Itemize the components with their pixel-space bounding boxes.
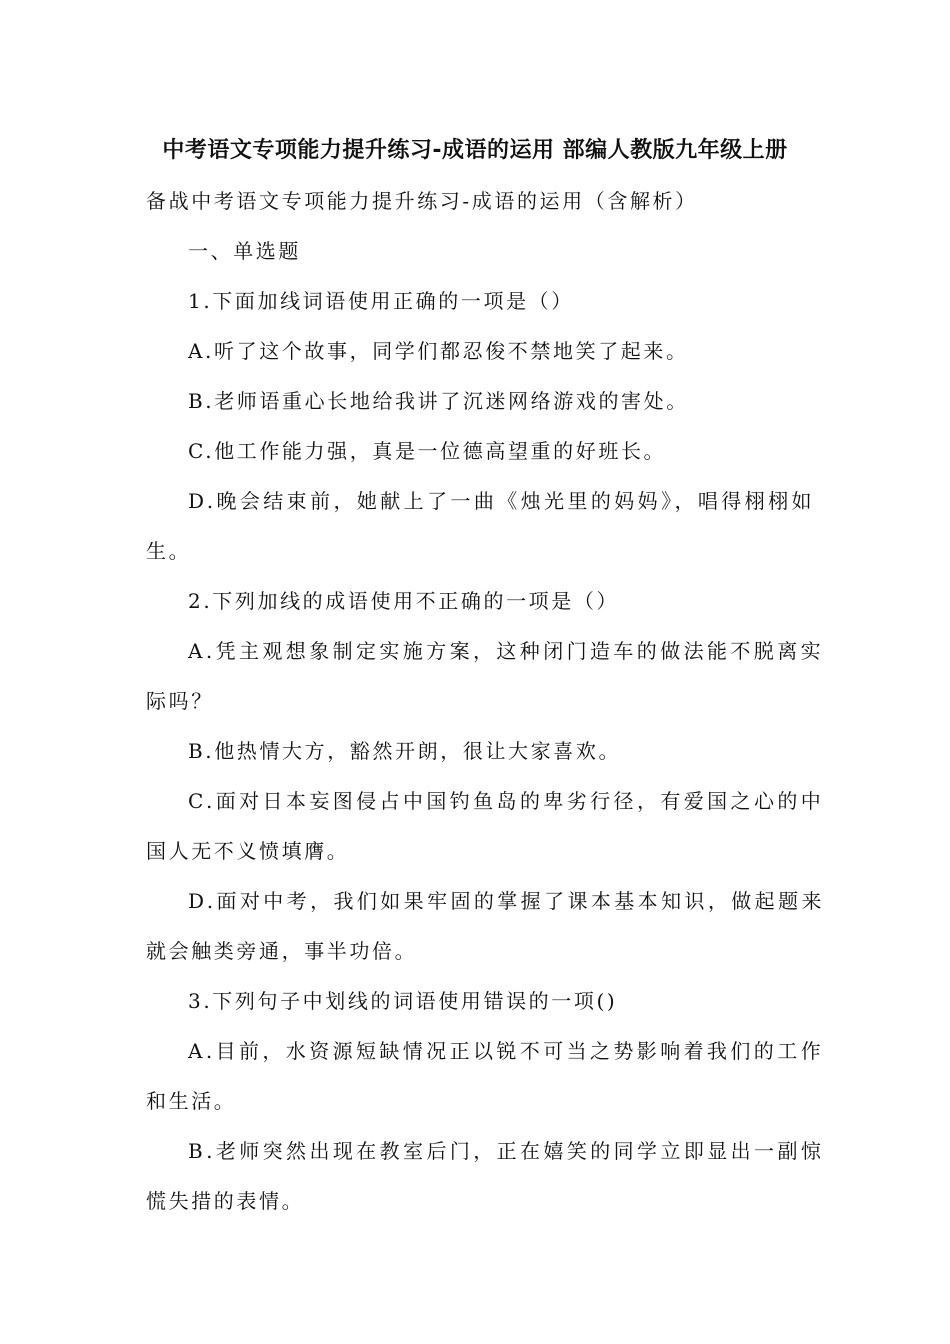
question-2-option-d-continued: 就会触类旁通，事半功倍。 — [146, 939, 418, 963]
question-2-option-c-continued: 国人无不义愤填膺。 — [146, 839, 350, 863]
section-heading: 一、单选题 — [188, 239, 301, 263]
question-1-option-c: C.他工作能力强，真是一位德高望重的好班长。 — [188, 439, 667, 463]
question-2-option-a-continued: 际吗？ — [146, 689, 214, 713]
document-title: 中考语文专项能力提升练习-成语的运用 部编人教版九年级上册 — [162, 138, 788, 163]
question-1-option-b: B.老师语重心长地给我讲了沉迷网络游戏的害处。 — [188, 389, 689, 413]
question-2-option-a: A.凭主观想象制定实施方案，这种闭门造车的做法能不脱离实 — [188, 639, 825, 663]
question-3-stem: 3.下列句子中划线的词语使用错误的一项() — [188, 989, 618, 1013]
question-1-stem: 1.下面加线词语使用正确的一项是（） — [188, 289, 574, 313]
question-3-option-b: B.老师突然出现在教室后门，正在嬉笑的同学立即显出一副惊 — [188, 1139, 825, 1163]
question-3-option-b-continued: 慌失措的表情。 — [146, 1189, 305, 1213]
question-3-option-a: A.目前，水资源短缺情况正以锐不可当之势影响着我们的工作 — [188, 1039, 825, 1063]
question-2-option-d: D.面对中考，我们如果牢固的掌握了课本基本知识，做起题来 — [188, 889, 825, 913]
question-2-stem: 2.下列加线的成语使用不正确的一项是（） — [188, 589, 620, 613]
question-2-option-c: C.面对日本妄图侵占中国钓鱼岛的卑劣行径，有爱国之心的中 — [188, 789, 825, 813]
question-1-option-d-continued: 生。 — [146, 539, 192, 563]
subtitle-line: 备战中考语文专项能力提升练习-成语的运用（含解析） — [146, 189, 698, 213]
question-1-option-a: A.听了这个故事，同学们都忍俊不禁地笑了起来。 — [188, 339, 689, 363]
question-1-option-d: D.晚会结束前，她献上了一曲《烛光里的妈妈》，唱得栩栩如 — [188, 489, 815, 513]
question-3-option-a-continued: 和生活。 — [146, 1089, 237, 1113]
question-2-option-b: B.他热情大方，豁然开朗，很让大家喜欢。 — [188, 739, 622, 763]
